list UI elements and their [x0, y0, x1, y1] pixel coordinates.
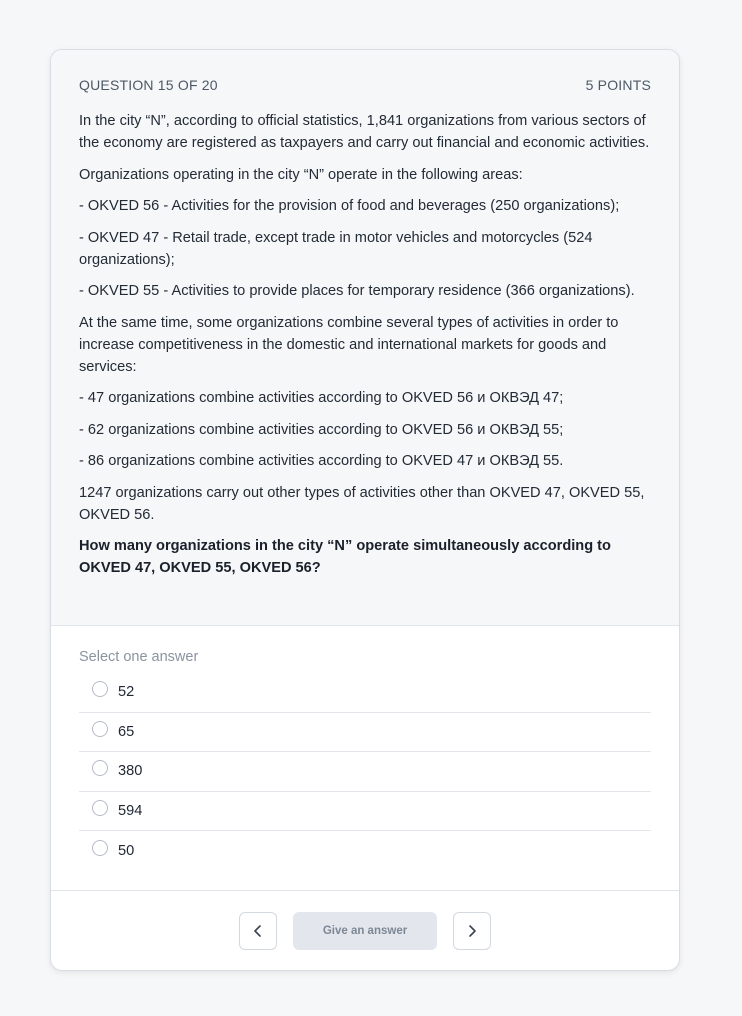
radio-button[interactable]: [92, 840, 108, 856]
question-paragraph: - 62 organizations combine activities according to OKVED 56 и ОКВЭД 55;: [79, 421, 564, 438]
radio-button[interactable]: [92, 721, 108, 737]
question-paragraph: Organizations operating in the city “N” operate in the following areas:: [79, 166, 523, 183]
select-answer-label: Select one answer: [79, 649, 199, 665]
answer-options: [79, 673, 651, 871]
points-label: 5 POINTS: [585, 77, 651, 93]
question-text: [79, 110, 651, 579]
question-paragraph: - OKVED 56 - Activities for the provision of food and beverages (250 organizations);: [79, 198, 620, 214]
question-paragraph: At the same time, some organizations combine several types of activities in order to increase competitiveness in the domestic and international markets for goods and services:: [79, 314, 619, 375]
question-counter: QUESTION 15 OF 20: [79, 77, 218, 93]
chevron-right-icon: [466, 924, 478, 938]
radio-button[interactable]: [92, 681, 108, 697]
answer-option[interactable]: [79, 831, 651, 871]
answer-option[interactable]: [79, 713, 651, 753]
question-paragraph: 1247 organizations carry out other types of activities other than OKVED 47, OKVED 55, OKVED 56.: [79, 484, 645, 523]
question-paragraph: - 86 organizations combine activities according to OKVED 47 и ОКВЭД 55.: [79, 453, 564, 469]
answer-option-label: 50: [118, 842, 135, 859]
answer-option-label: 52: [118, 684, 135, 701]
answer-option-label: 380: [118, 763, 143, 780]
question-paragraph: - OKVED 55 - Activities to provide places for temporary residence (366 organizations).: [79, 283, 635, 299]
answer-option-label: 65: [118, 723, 135, 740]
give-answer-button[interactable]: Give an answer: [293, 912, 437, 950]
question-panel: [51, 50, 679, 626]
answer-option-label: 594: [118, 802, 143, 819]
question-paragraph: - OKVED 47 - Retail trade, except trade in motor vehicles and motorcycles (524 organizations);: [79, 229, 593, 268]
question-header: [79, 76, 651, 94]
question-paragraph: - 47 organizations combine activities according to OKVED 56 и ОКВЭД 47;: [79, 390, 564, 406]
answer-option[interactable]: [79, 673, 651, 713]
radio-button[interactable]: [92, 760, 108, 776]
answer-option[interactable]: [79, 792, 651, 832]
navigation-footer: [51, 890, 679, 970]
chevron-left-icon: [252, 924, 264, 938]
question-paragraph: In the city “N”, according to official statistics, 1,841 organizations from various sectors of the economy are registered as taxpayers and carry out financial and economic activities.: [79, 113, 650, 151]
answer-option[interactable]: [79, 752, 651, 792]
next-button[interactable]: [453, 912, 491, 950]
answer-section: [51, 626, 679, 871]
radio-button[interactable]: [92, 800, 108, 816]
previous-button[interactable]: [239, 912, 277, 950]
question-prompt: How many organizations in the city “N” operate simultaneously according to OKVED 47, OKVED 55, OKVED 56?: [79, 538, 611, 576]
question-card: [50, 49, 680, 971]
